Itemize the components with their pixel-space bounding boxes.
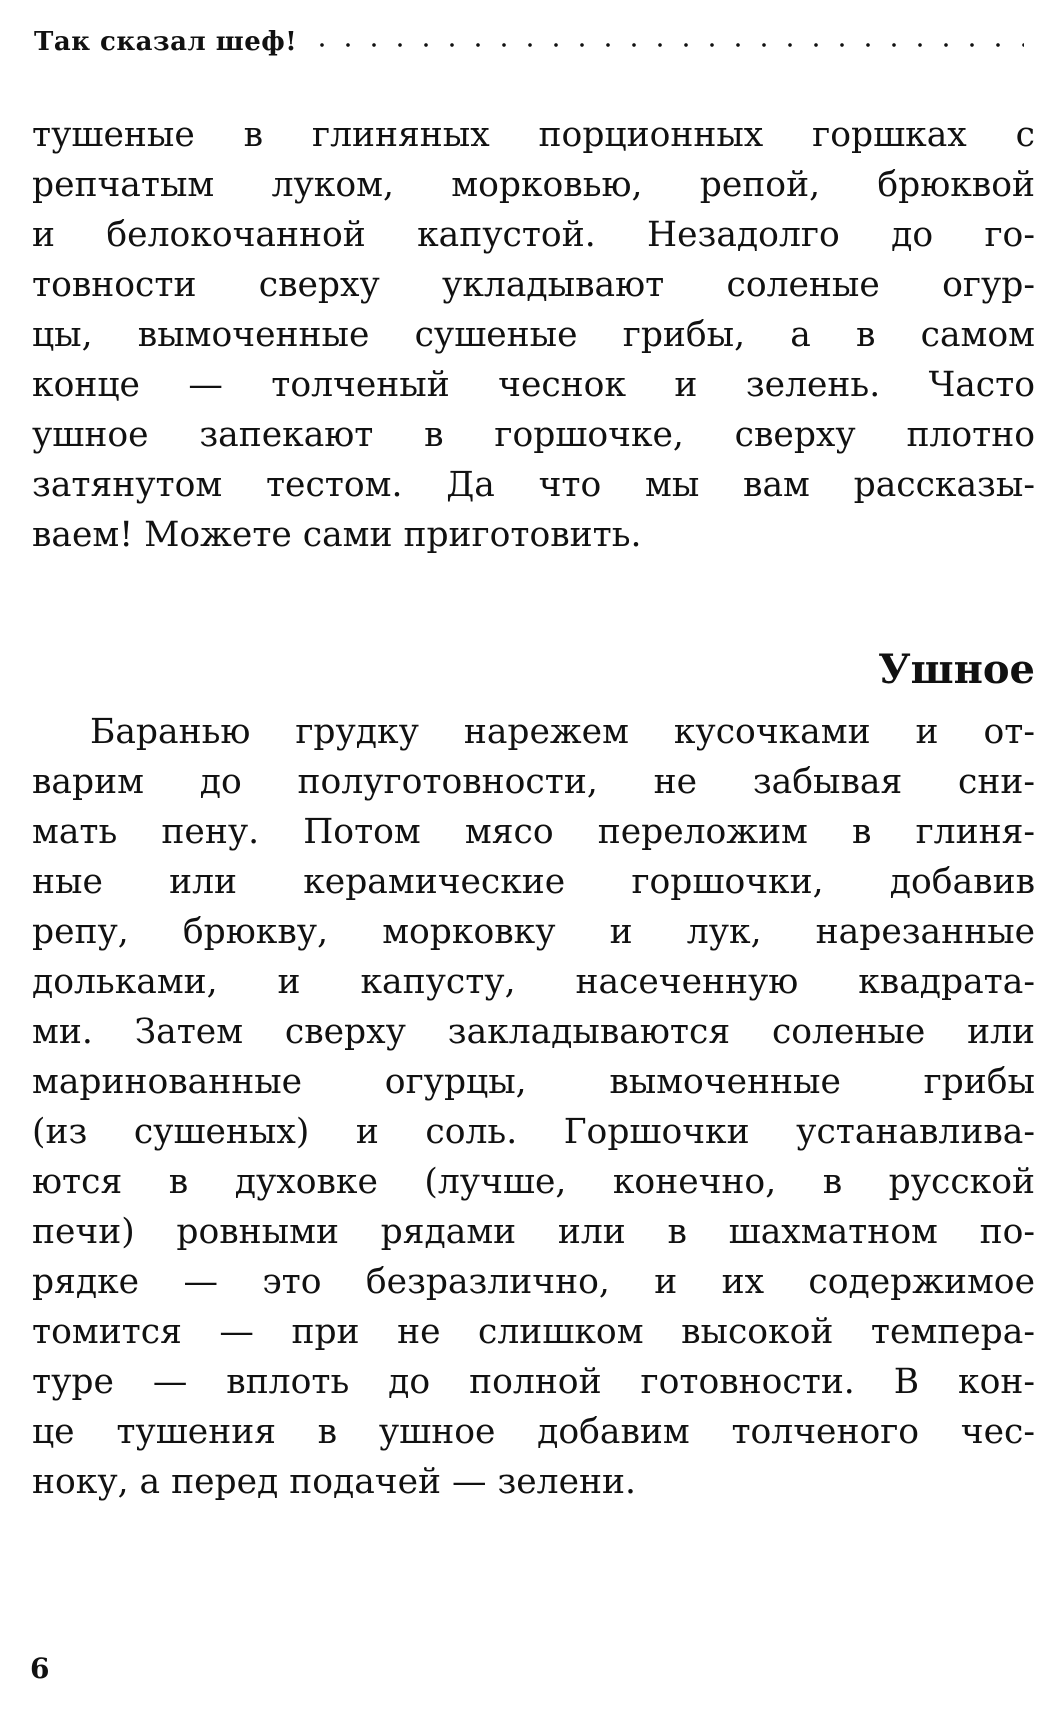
text-line: затянутом тестом. Да что мы вам рассказы- — [32, 465, 1035, 505]
text-line: тушеные в глиняных порционных горшках с — [32, 115, 1035, 155]
text-line: репчатым луком, морковью, репой, брюквой — [32, 165, 1035, 205]
text-line: томится — при не слишком высокой темпера- — [32, 1312, 1035, 1352]
page-number: 6 — [30, 1652, 50, 1685]
text-line: печи) ровными рядами или в шахматном по- — [32, 1212, 1035, 1252]
text-line: товности сверху укладывают соленые огур- — [32, 265, 1035, 305]
text-line: конце — толченый чеснок и зелень. Часто — [32, 365, 1035, 405]
text-line: ются в духовке (лучше, конечно, в русской — [32, 1162, 1035, 1202]
text-line: ушное запекают в горшочке, сверху плотно — [32, 415, 1035, 455]
text-line: репу, брюкву, морковку и лук, нарезанные — [32, 912, 1035, 952]
text-line: маринованные огурцы, вымоченные грибы — [32, 1062, 1035, 1102]
text-line: варим до полуготовности, не забывая сни- — [32, 762, 1035, 802]
text-line: рядке — это безразлично, и их содержимое — [32, 1262, 1035, 1302]
text-line: (из сушеных) и соль. Горшочки устанавлива- — [32, 1112, 1035, 1152]
recipe-heading: Ушное — [878, 646, 1035, 693]
text-line: це тушения в ушное добавим толченого чес- — [32, 1412, 1035, 1452]
text-line: ваем! Можете сами приготовить. — [32, 515, 642, 555]
running-head — [34, 22, 1024, 62]
text-line: туре — вплоть до полной готовности. В кон- — [32, 1362, 1035, 1402]
text-line: и белокочанной капустой. Незадолго до го- — [32, 215, 1035, 255]
dotted-leader — [309, 43, 1024, 47]
text-line: ми. Затем сверху закладываются соленые или — [32, 1012, 1035, 1052]
text-line: мать пену. Потом мясо переложим в глиня- — [32, 812, 1035, 852]
text-line: дольками, и капусту, насеченную квадрата- — [32, 962, 1035, 1002]
text-line: цы, вымоченные сушеные грибы, а в самом — [32, 315, 1035, 355]
text-line: ные или керамические горшочки, добавив — [32, 862, 1035, 902]
text-line: Баранью грудку нарежем кусочками и от- — [90, 712, 1035, 752]
running-head-title: Так сказал шеф! — [34, 27, 298, 57]
text-line: ноку, а перед подачей — зелени. — [32, 1462, 636, 1502]
